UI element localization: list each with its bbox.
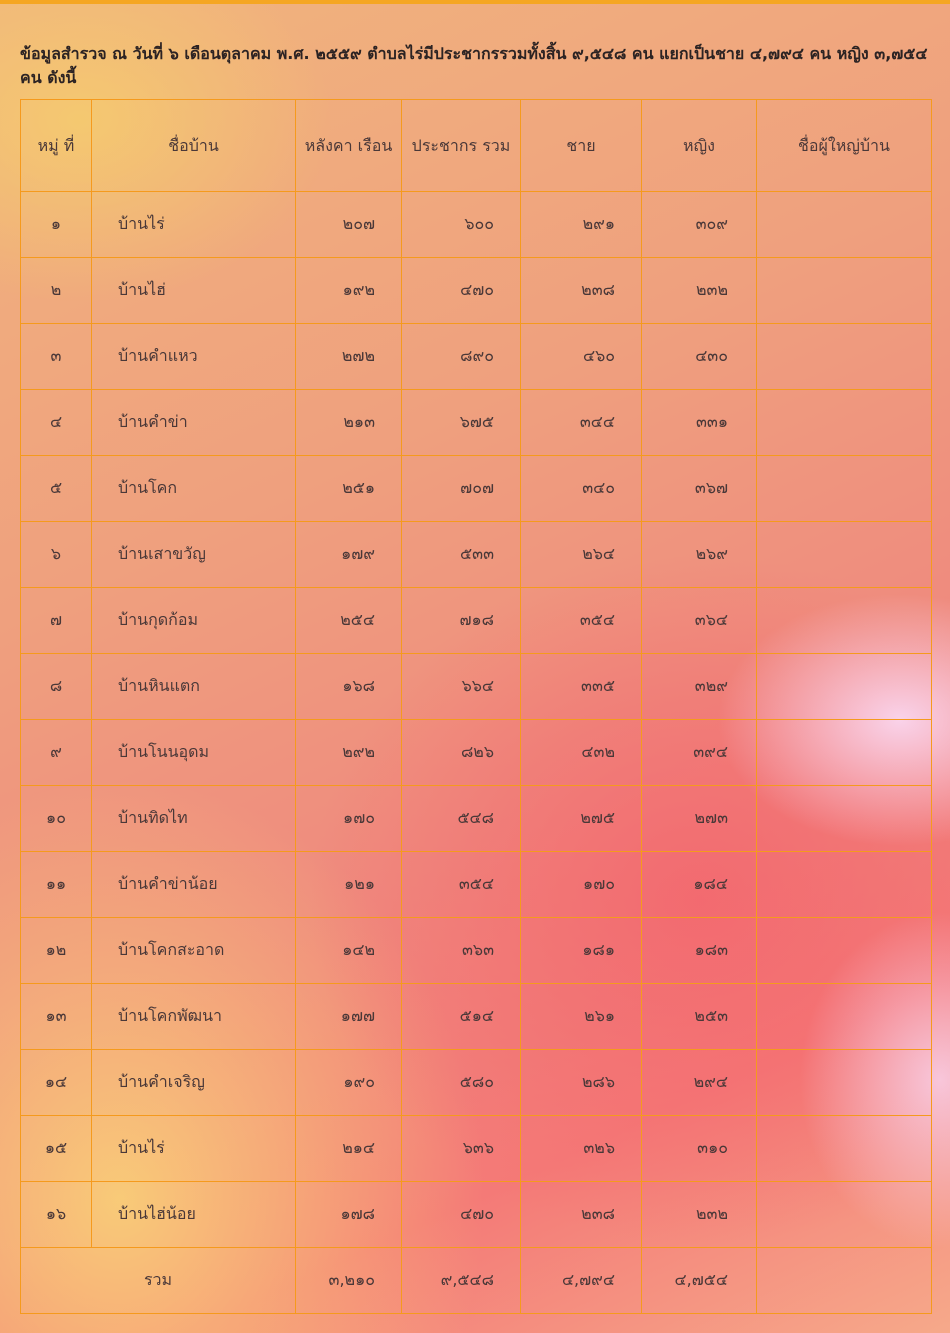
header-village: ชื่อบ้าน: [92, 100, 296, 192]
population-table: [20, 99, 932, 1314]
header-headman: ชื่อผู้ใหญ่บ้าน: [757, 100, 932, 192]
cell-headman: [757, 852, 932, 918]
cell-total: ๗๐๗: [402, 456, 521, 522]
cell-houses: ๑๗๘: [296, 1182, 402, 1248]
cell-total: ๕๑๔: [402, 984, 521, 1050]
cell-female: ๓๓๑: [642, 390, 757, 456]
cell-male: ๒๖๑: [521, 984, 642, 1050]
cell-moo: ๗: [21, 588, 92, 654]
cell-total: ๔๗๐: [402, 1182, 521, 1248]
cell-village: บ้านโคกพัฒนา: [92, 984, 296, 1050]
cell-village: บ้านหินแตก: [92, 654, 296, 720]
cell-houses: ๑๖๘: [296, 654, 402, 720]
cell-moo: ๓: [21, 324, 92, 390]
total-female: ๔,๗๕๔: [642, 1248, 757, 1314]
table-row: [21, 786, 932, 852]
cell-houses: ๒๐๗: [296, 192, 402, 258]
table-row: [21, 456, 932, 522]
total-headman: [757, 1248, 932, 1314]
header-moo: หมู่ ที่: [21, 100, 92, 192]
intro-paragraph: ข้อมูลสำรวจ ณ วันที่ ๖ เดือนตุลาคม พ.ศ. ๒๕๕๙ ตำบลไร่มีประชากรรวมทั้งสิ้น ๙,๕๔๘ คน แยกเป็นชาย ๔,๗๙๔ คน หญิง ๓,๗๕๔ คน ดังนี้: [20, 44, 928, 87]
cell-female: ๒๙๔: [642, 1050, 757, 1116]
cell-total: ๖๐๐: [402, 192, 521, 258]
cell-total: ๕๔๘: [402, 786, 521, 852]
total-male: ๔,๗๙๔: [521, 1248, 642, 1314]
cell-village: บ้านไร่: [92, 1116, 296, 1182]
cell-headman: [757, 1116, 932, 1182]
cell-houses: ๑๗๙: [296, 522, 402, 588]
cell-village: บ้านคำเจริญ: [92, 1050, 296, 1116]
cell-female: ๒๖๙: [642, 522, 757, 588]
cell-village: บ้านคำแหว: [92, 324, 296, 390]
cell-headman: [757, 720, 932, 786]
cell-female: ๑๘๓: [642, 918, 757, 984]
cell-female: ๒๓๒: [642, 258, 757, 324]
cell-headman: [757, 918, 932, 984]
cell-moo: ๑๑: [21, 852, 92, 918]
table-body: [21, 192, 932, 1248]
cell-male: ๒๘๖: [521, 1050, 642, 1116]
cell-total: ๕๓๓: [402, 522, 521, 588]
cell-houses: ๒๕๔: [296, 588, 402, 654]
cell-total: ๖๖๔: [402, 654, 521, 720]
cell-total: ๘๒๖: [402, 720, 521, 786]
table-row: [21, 918, 932, 984]
cell-moo: ๕: [21, 456, 92, 522]
header-houses: หลังคา เรือน: [296, 100, 402, 192]
header-row: [21, 100, 932, 192]
cell-female: ๓๖๗: [642, 456, 757, 522]
table-row: [21, 1050, 932, 1116]
cell-moo: ๑๖: [21, 1182, 92, 1248]
cell-male: ๒๓๘: [521, 1182, 642, 1248]
cell-male: ๓๓๕: [521, 654, 642, 720]
cell-total: ๖๗๕: [402, 390, 521, 456]
cell-male: ๓๔๔: [521, 390, 642, 456]
cell-headman: [757, 522, 932, 588]
cell-male: ๒๖๔: [521, 522, 642, 588]
table-row: [21, 390, 932, 456]
cell-village: บ้านไร่: [92, 192, 296, 258]
cell-moo: ๖: [21, 522, 92, 588]
cell-village: บ้านโคกสะอาด: [92, 918, 296, 984]
cell-female: ๒๕๓: [642, 984, 757, 1050]
table-row: [21, 984, 932, 1050]
cell-male: ๑๘๑: [521, 918, 642, 984]
cell-headman: [757, 390, 932, 456]
cell-female: ๓๙๔: [642, 720, 757, 786]
cell-village: บ้านคำข่า: [92, 390, 296, 456]
header-female: หญิง: [642, 100, 757, 192]
cell-headman: [757, 192, 932, 258]
cell-village: บ้านคำข่าน้อย: [92, 852, 296, 918]
cell-total: ๕๘๐: [402, 1050, 521, 1116]
cell-male: ๔๓๒: [521, 720, 642, 786]
cell-moo: ๑๒: [21, 918, 92, 984]
cell-houses: ๑๙๒: [296, 258, 402, 324]
cell-houses: ๑๒๑: [296, 852, 402, 918]
cell-village: บ้านกุดก้อม: [92, 588, 296, 654]
cell-headman: [757, 324, 932, 390]
cell-village: บ้านไฮ่: [92, 258, 296, 324]
table-row: [21, 852, 932, 918]
cell-houses: ๑๗๗: [296, 984, 402, 1050]
cell-male: ๓๕๔: [521, 588, 642, 654]
cell-total: ๓๕๔: [402, 852, 521, 918]
cell-village: บ้านทิดไท: [92, 786, 296, 852]
table-row: [21, 654, 932, 720]
cell-total: ๓๖๓: [402, 918, 521, 984]
table-row: [21, 1116, 932, 1182]
cell-male: ๒๗๕: [521, 786, 642, 852]
total-row: [21, 1248, 932, 1314]
cell-houses: ๑๔๒: [296, 918, 402, 984]
cell-male: ๑๗๐: [521, 852, 642, 918]
table-row: [21, 324, 932, 390]
cell-female: ๓๐๙: [642, 192, 757, 258]
cell-headman: [757, 1182, 932, 1248]
cell-moo: ๒: [21, 258, 92, 324]
cell-moo: ๑๐: [21, 786, 92, 852]
cell-female: ๒๓๒: [642, 1182, 757, 1248]
cell-female: ๓๒๙: [642, 654, 757, 720]
cell-male: ๓๒๖: [521, 1116, 642, 1182]
table-row: [21, 720, 932, 786]
cell-moo: ๑๕: [21, 1116, 92, 1182]
cell-female: ๒๗๓: [642, 786, 757, 852]
cell-headman: [757, 588, 932, 654]
cell-headman: [757, 258, 932, 324]
cell-total: ๔๗๐: [402, 258, 521, 324]
total-label: รวม: [21, 1248, 296, 1314]
cell-female: ๓๖๔: [642, 588, 757, 654]
header-total: ประชากร รวม: [402, 100, 521, 192]
cell-headman: [757, 786, 932, 852]
cell-total: ๘๙๐: [402, 324, 521, 390]
total-population: ๙,๕๔๘: [402, 1248, 521, 1314]
cell-houses: ๒๗๒: [296, 324, 402, 390]
table-row: [21, 1182, 932, 1248]
cell-village: บ้านโนนอุดม: [92, 720, 296, 786]
cell-male: ๒๙๑: [521, 192, 642, 258]
cell-houses: ๑๙๐: [296, 1050, 402, 1116]
cell-total: ๖๓๖: [402, 1116, 521, 1182]
cell-headman: [757, 654, 932, 720]
cell-headman: [757, 984, 932, 1050]
cell-village: บ้านไฮ่น้อย: [92, 1182, 296, 1248]
cell-village: บ้านเสาขวัญ: [92, 522, 296, 588]
top-accent-line: [0, 0, 950, 4]
cell-male: ๔๖๐: [521, 324, 642, 390]
cell-female: ๑๘๔: [642, 852, 757, 918]
cell-houses: ๒๙๒: [296, 720, 402, 786]
table-row: [21, 588, 932, 654]
table-row: [21, 192, 932, 258]
total-houses: ๓,๒๑๐: [296, 1248, 402, 1314]
table-row: [21, 522, 932, 588]
cell-headman: [757, 1050, 932, 1116]
cell-moo: ๑๔: [21, 1050, 92, 1116]
header-male: ชาย: [521, 100, 642, 192]
cell-moo: ๑: [21, 192, 92, 258]
cell-moo: ๙: [21, 720, 92, 786]
cell-houses: ๒๑๓: [296, 390, 402, 456]
cell-houses: ๑๗๐: [296, 786, 402, 852]
cell-moo: ๘: [21, 654, 92, 720]
cell-houses: ๒๕๑: [296, 456, 402, 522]
cell-headman: [757, 456, 932, 522]
cell-female: ๓๑๐: [642, 1116, 757, 1182]
cell-moo: ๑๓: [21, 984, 92, 1050]
cell-male: ๓๔๐: [521, 456, 642, 522]
cell-moo: ๔: [21, 390, 92, 456]
cell-houses: ๒๑๔: [296, 1116, 402, 1182]
cell-village: บ้านโคก: [92, 456, 296, 522]
table-row: [21, 258, 932, 324]
cell-total: ๗๑๘: [402, 588, 521, 654]
cell-female: ๔๓๐: [642, 324, 757, 390]
cell-male: ๒๓๘: [521, 258, 642, 324]
